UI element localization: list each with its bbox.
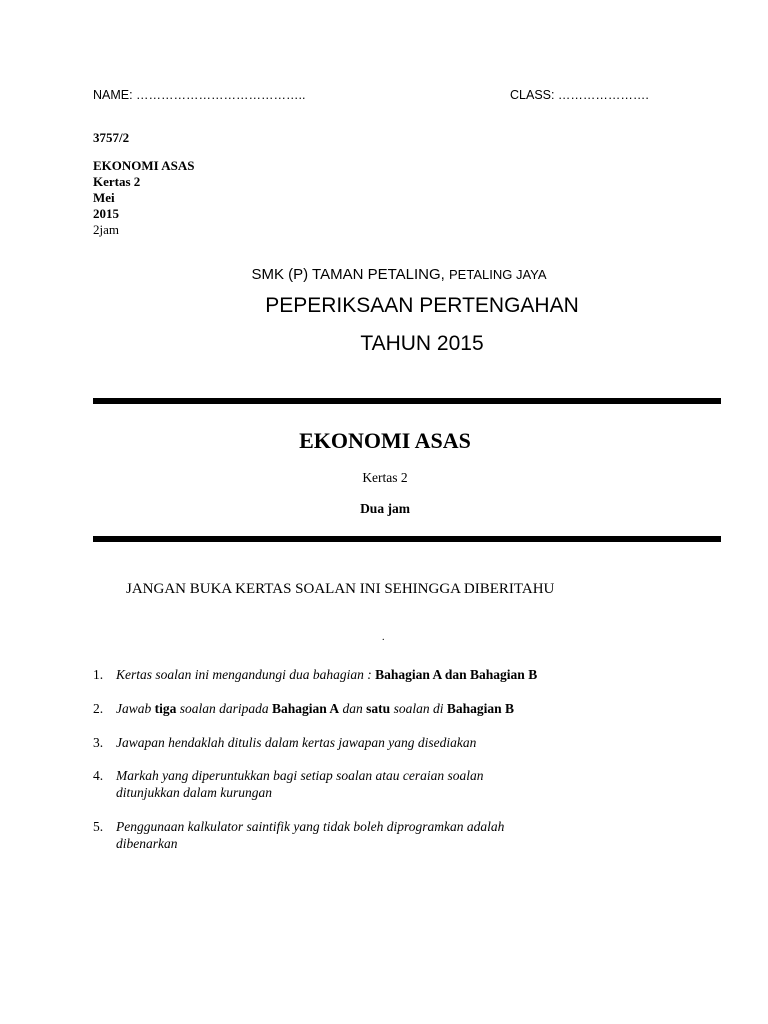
instruction-text: Jawapan hendaklah ditulis dalam kertas jawapan yang disediakan	[116, 735, 477, 750]
instruction-text: soalan daripada	[176, 701, 273, 716]
school-name: SMK (P) TAMAN PETALING,	[251, 266, 445, 283]
duration-label: Dua jam	[360, 501, 410, 516]
meta-month: Mei	[93, 190, 115, 205]
instruction-emphasis: Bahagian A	[272, 701, 340, 716]
instruction-text: Penggunaan kalkulator saintifik yang tidak boleh diprogramkan adalah	[116, 819, 505, 834]
instruction-number: 2.	[93, 701, 104, 716]
warning-text: JANGAN BUKA KERTAS SOALAN INI SEHINGGA DIBERITAHU	[126, 581, 555, 597]
instruction-emphasis: Bahagian B	[446, 701, 514, 716]
paper-label: Kertas 2	[362, 470, 408, 485]
exam-title-line1: PEPERIKSAAN PERTENGAHAN	[265, 294, 579, 317]
meta-duration: 2jam	[93, 222, 119, 237]
instruction-5	[93, 818, 713, 852]
instruction-1	[93, 666, 713, 683]
meta-block	[93, 158, 195, 238]
meta-year: 2015	[93, 206, 119, 221]
instruction-text: dan	[339, 701, 367, 716]
name-field-label: NAME: …………………………………..	[93, 88, 306, 102]
instruction-number: 3.	[93, 735, 104, 750]
instruction-3	[93, 734, 713, 751]
stray-dot: .	[382, 632, 385, 643]
instruction-number: 1.	[93, 667, 104, 682]
instruction-text: Kertas soalan ini mengandungi dua bahagian :	[116, 667, 376, 682]
instruction-emphasis: satu	[366, 701, 391, 716]
top-divider	[93, 398, 721, 404]
school-location: PETALING JAYA	[449, 267, 547, 282]
class-field-label: CLASS: ………………….	[510, 88, 649, 102]
instruction-number: 4.	[93, 768, 104, 783]
instruction-2	[93, 700, 713, 717]
instruction-text-continued: ditunjukkan dalam kurungan	[116, 785, 272, 800]
meta-paper: Kertas 2	[93, 174, 141, 189]
meta-subject: EKONOMI ASAS	[93, 158, 195, 173]
instruction-emphasis: tiga	[154, 701, 177, 716]
bottom-divider	[93, 536, 721, 542]
instruction-text: Markah yang diperuntukkan bagi setiap soalan atau ceraian soalan	[116, 768, 484, 783]
exam-title-line2: TAHUN 2015	[360, 332, 484, 355]
subject-title: EKONOMI ASAS	[299, 428, 471, 453]
instruction-emphasis: Bahagian A dan Bahagian B	[375, 667, 538, 682]
instruction-4	[93, 767, 713, 801]
instruction-number: 5.	[93, 819, 104, 834]
instruction-text: soalan di	[390, 701, 447, 716]
school-line	[0, 266, 768, 283]
instruction-text: Jawab	[116, 701, 155, 716]
instruction-text-continued: dibenarkan	[116, 836, 178, 851]
paper-code: 3757/2	[93, 130, 130, 145]
